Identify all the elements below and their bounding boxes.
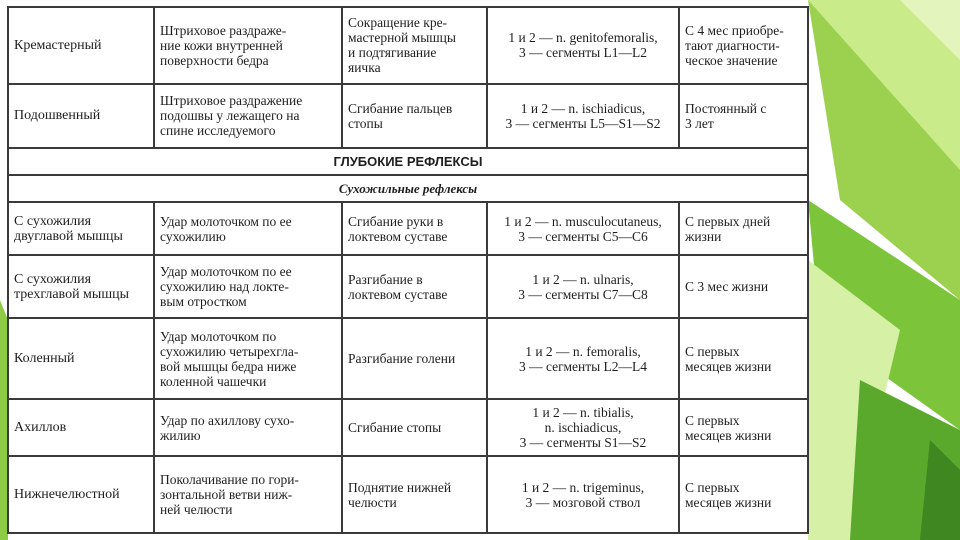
reflex-stimulus: Штриховое раздражение подошвы у лежащего на спине исследуемого — [154, 84, 342, 148]
table-row — [8, 255, 808, 318]
reflex-stimulus: Удар молоточком по сухожилию четырехгла- вой мышцы бедра ниже коленной чашечки — [154, 318, 342, 399]
reflex-name: Подошвенный — [8, 84, 154, 148]
reflex-innervation: 1 и 2 — n. musculocutaneus, 3 — сегменты C5—C6 — [487, 202, 679, 254]
group-header-row — [8, 148, 808, 175]
reflex-stimulus: Удар молоточком по ее сухожилию над локте- вым отростком — [154, 255, 342, 318]
reflex-name: Нижнечелюстной — [8, 456, 154, 533]
table-row — [8, 202, 808, 254]
table-row — [8, 84, 808, 148]
subgroup-header-row — [8, 175, 808, 202]
reflex-age: С первых месяцев жизни — [679, 456, 808, 533]
reflex-innervation: 1 и 2 — n. tibialis, n. ischiadicus, 3 — сегменты S1—S2 — [487, 399, 679, 456]
reflex-response: Сгибание руки в локтевом суставе — [342, 202, 487, 254]
group-title: ГЛУБОКИЕ РЕФЛЕКСЫ — [8, 148, 808, 175]
reflex-age: С первых месяцев жизни — [679, 399, 808, 456]
reflex-innervation: 1 и 2 — n. trigeminus, 3 — мозговой ствол — [487, 456, 679, 533]
reflex-name: С сухожилия двуглавой мышцы — [8, 202, 154, 254]
reflex-name: С сухожилия трехглавой мышцы — [8, 255, 154, 318]
reflex-innervation: 1 и 2 — n. ischiadicus, 3 — сегменты L5—S1—S2 — [487, 84, 679, 148]
reflex-name: Коленный — [8, 318, 154, 399]
reflex-response: Поднятие нижней челюсти — [342, 456, 487, 533]
subgroup-title: Сухожильные рефлексы — [8, 175, 808, 202]
reflex-stimulus: Поколачивание по гори- зонтальной ветви ниж- ней челюсти — [154, 456, 342, 533]
table-row — [8, 456, 808, 533]
table-row — [8, 318, 808, 399]
reflex-age: С 3 мес жизни — [679, 255, 808, 318]
reflex-innervation: 1 и 2 — n. ulnaris, 3 — сегменты C7—C8 — [487, 255, 679, 318]
reflex-response: Разгибание голени — [342, 318, 487, 399]
reflex-age: С 4 мес приобре- тают диагности- ческое значение — [679, 7, 808, 84]
reflex-stimulus: Удар молоточком по ее сухожилию — [154, 202, 342, 254]
reflex-age: Постоянный с 3 лет — [679, 84, 808, 148]
reflex-response: Сгибание стопы — [342, 399, 487, 456]
reflex-response: Сгибание пальцев стопы — [342, 84, 487, 148]
reflex-name: Кремастерный — [8, 7, 154, 84]
reflex-age: С первых дней жизни — [679, 202, 808, 254]
reflex-stimulus: Штриховое раздраже- ние кожи внутренней поверхности бедра — [154, 7, 342, 84]
reflex-innervation: 1 и 2 — n. genitofemoralis, 3 — сегменты L1—L2 — [487, 7, 679, 84]
reflex-response: Разгибание в локтевом суставе — [342, 255, 487, 318]
reflex-name: Ахиллов — [8, 399, 154, 456]
reflex-response: Сокращение кре- мастерной мышцы и подтягивание яичка — [342, 7, 487, 84]
reflex-innervation: 1 и 2 — n. femoralis, 3 — сегменты L2—L4 — [487, 318, 679, 399]
reflex-table — [7, 6, 809, 534]
reflex-age: С первых месяцев жизни — [679, 318, 808, 399]
table-row — [8, 399, 808, 456]
reflex-stimulus: Удар по ахиллову сухо- жилию — [154, 399, 342, 456]
table-row — [8, 7, 808, 84]
